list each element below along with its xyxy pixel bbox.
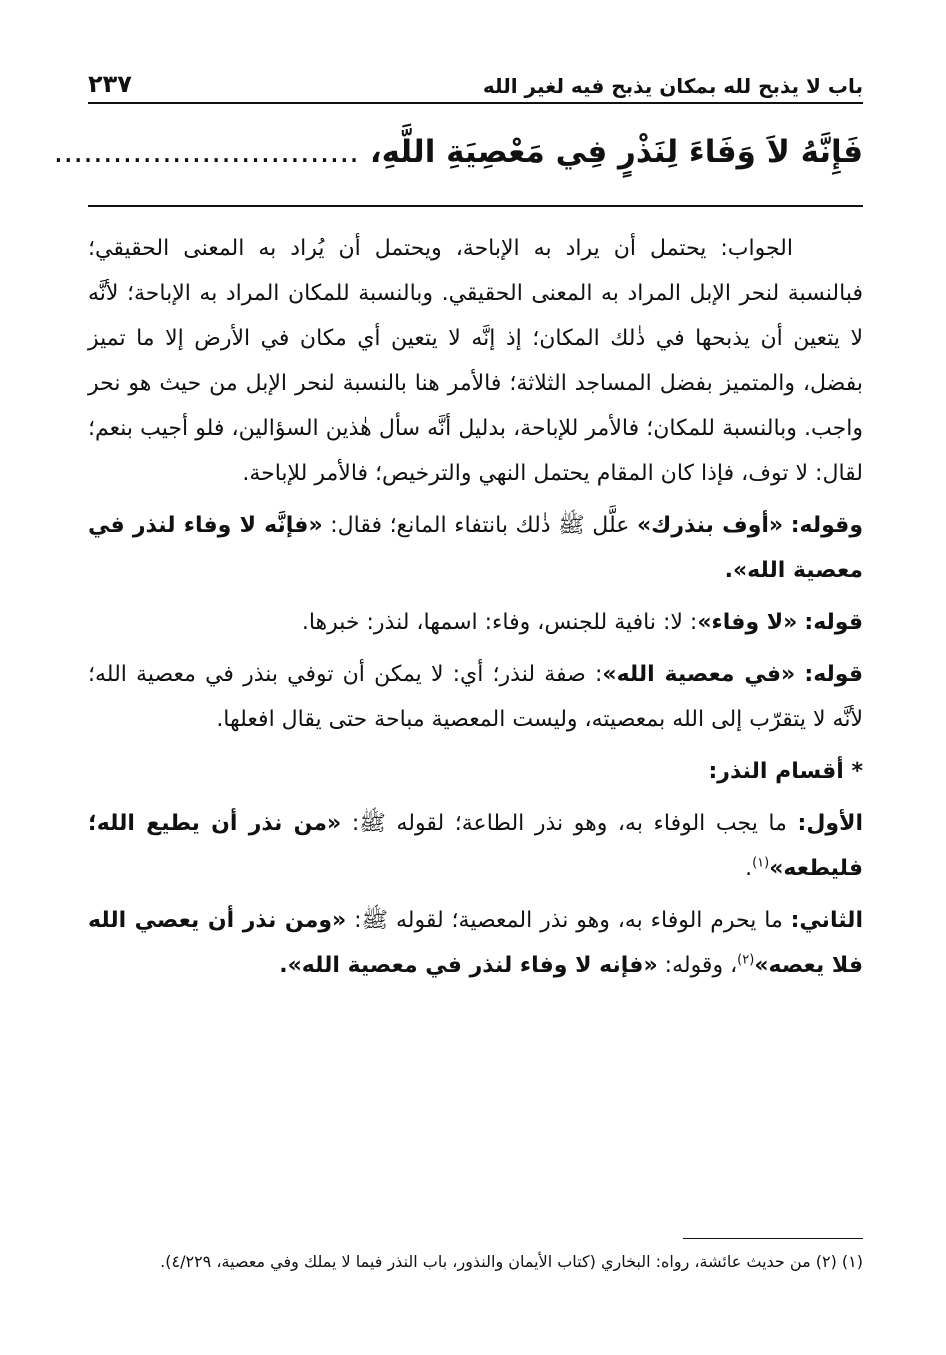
paragraph-label: وقوله: [790,513,864,538]
running-head [88,58,863,98]
footnote-rule [683,1238,863,1239]
hadith-quote: «ومن نذر أن يعصي الله فلا يعصه» [88,908,863,978]
paragraph-text: : لا: نافية للجنس، وفاء: اسمها، لنذر: خبرها. [301,610,698,635]
paragraph-label: قوله: [804,610,863,635]
page-number: ٢٣٧ [88,70,132,98]
hadith-quote: «فإنَّه لا وفاء لنذر في معصية الله». [88,513,863,583]
paragraph-label: قوله: [804,662,863,687]
hadith-quote: «في معصية الله» [602,662,796,687]
paragraph-text: : صفة لنذر؛ أي: لا يمكن أن توفي بنذر في معصية الله؛ لأنَّه لا يتقرّب إلى الله بمعصيته، وليست المعصية مباحة حتى يقال افعلها. [88,662,863,732]
matn-rule [88,205,863,207]
matn-line [53,122,863,182]
paragraph-label: الأول: [797,811,864,836]
matn-dots: ............................... [53,134,360,170]
paragraph-text: . [745,856,753,881]
matn-text: فَإِنَّهُ لاَ وَفَاءَ لِنَذْرٍ فِي مَعْصِيَةِ اللَّهِ، [369,134,863,170]
paragraph-text: علَّل ﷺ ذٰلك بانتفاء المانع؛ فقال: [330,513,630,538]
hadith-quote: «فإنه لا وفاء لنذر في معصية الله». [279,953,658,978]
paragraph-text: ، وقوله: [664,953,738,978]
paragraph-first-type [88,801,863,891]
paragraph-text: ما يحرم الوفاء به، وهو نذر المعصية؛ لقوله ﷺ: [354,908,783,933]
paragraph-text: ما يجب الوفاء به، وهو نذر الطاعة؛ لقوله ﷺ: [351,811,787,836]
hadith-quote: «لا وفاء» [697,610,798,635]
footnote: (١) (٢) من حديث عائشة، رواه: البخاري (كتاب الأيمان والنذور، باب النذر فيما لا يملك وفي معصية، ٤/٢٢٩). [160,1252,863,1271]
footnote-marker: (١) [752,855,770,871]
paragraph-second-type [88,898,863,988]
paragraph-answer: الجواب: يحتمل أن يراد به الإباحة، ويحتمل أن يُراد به المعنى الحقيقي؛ فبالنسبة لنحر الإبل المراد به المعنى الحقيقي. وبالنسبة للمكان المراد به الإباحة؛ لأنَّه لا يتعين أن يذبحها في ذٰلك المكان؛ إذ إنَّه لا يتعين أي مكان في الأرض إلا ما تميز بفضل، والمتميز بفضل المساجد الثلاثة؛ فالأمر هنا بالنسبة لنحر الإبل من حيث هو نحر واجب. وبالنسبة للمكان؛ فالأمر للإباحة، بدليل أنَّه سأل هٰذين السؤالين، فلو أجيب بنعم؛ لقال: لا توف، فإذا كان المقام يحتمل النهي والترخيص؛ فالأمر للإباحة. [88,236,863,486]
paragraph-label: الثاني: [790,908,863,933]
commentary-body [88,226,863,995]
paragraph-fi-masiyah [88,652,863,742]
footnote-marker: (٢) [737,952,755,968]
paragraph-la-wafa [88,600,863,645]
book-page [53,0,864,1355]
hadith-quote: «من نذر أن يطيع الله؛ فليطعه» [88,811,863,881]
section-heading: * أقسام النذر: [708,759,863,784]
hadith-quote: «أوف بنذرك» [636,513,784,538]
paragraph-qawluhu-awfi [88,503,863,593]
header-rule [88,102,863,104]
chapter-title: باب لا يذبح لله بمكان يذبح فيه لغير الله [482,74,863,98]
